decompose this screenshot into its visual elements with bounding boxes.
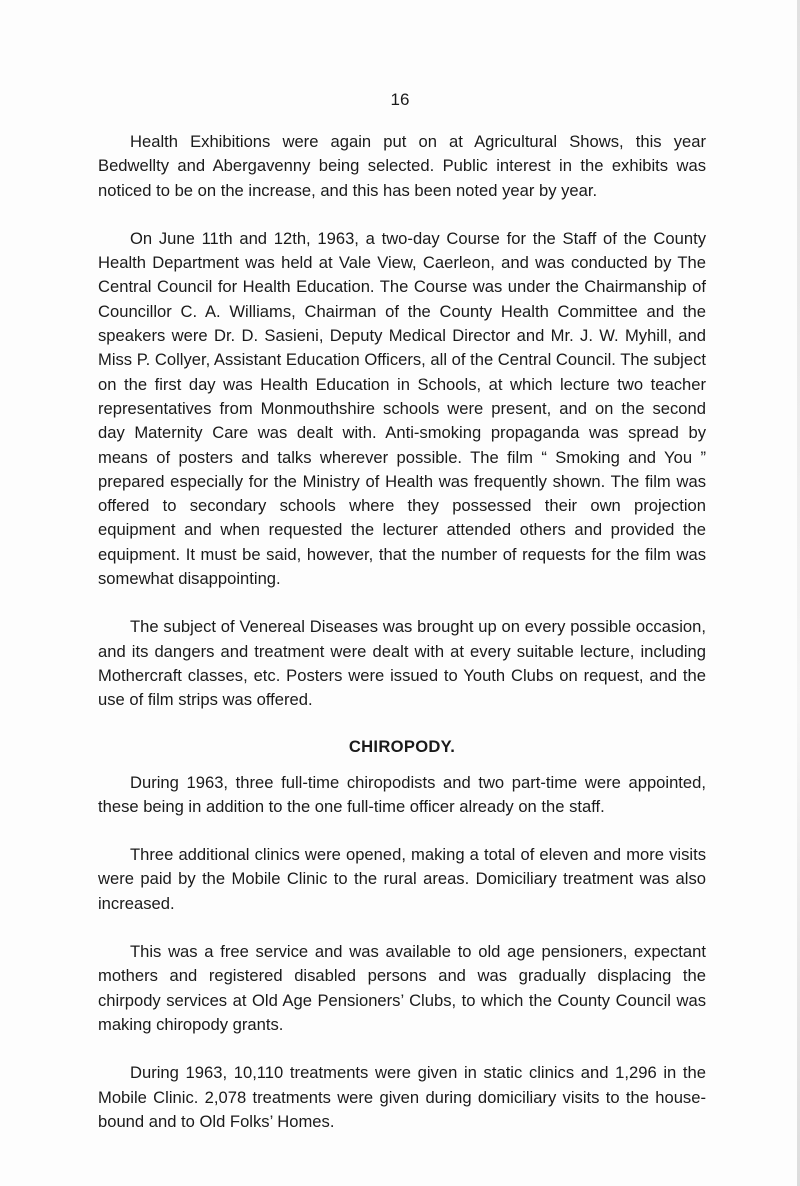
page-number: 16 bbox=[390, 90, 410, 109]
section-heading-chiropody: CHIROPODY. bbox=[348, 736, 456, 756]
paragraph-chiropodists-appointed: During 1963, three full-time chiropodists and two part-time were appointed, these being in addition to the one full-time officer already on the staff. bbox=[98, 772, 706, 816]
paragraph-health-exhibitions: Health Exhibitions were again put on at Agricultural Shows, this year Bedwellty and Abergavenny being selected. Public interest in the exhibits was noticed to be on the increase, and this has been noted year by year. bbox=[98, 132, 706, 200]
paragraph-additional-clinics: Three additional clinics were opened, making a total of eleven and more visits were paid by the Mobile Clinic to the rural areas. Domiciliary treatment was also increased. bbox=[98, 845, 706, 913]
page-body bbox=[98, 130, 706, 1158]
paragraph-venereal-diseases: The subject of Venereal Diseases was brought up on every possible occasion, and its dangers and treatment were dealt with at every suitable lecture, including Mothercraft classes, etc. Posters were issued to Youth Clubs on request, and the use of film strips was offered. bbox=[98, 617, 706, 710]
paragraph-treatment-counts: During 1963, 10,110 treatments were given in static clinics and 1,296 in the Mobile Clinic. 2,078 treatments were given during domiciliary visits to the house-bound and to Old Folks’ Homes. bbox=[98, 1063, 706, 1131]
paragraph-free-service: This was a free service and was available to old age pensioners, expectant mothers and registered disabled persons and was gradually displacing the chirpody services at Old Age Pensioners’ Clubs, to which the County Council was making chiropody grants. bbox=[98, 942, 706, 1034]
paragraph-staff-course: On June 11th and 12th, 1963, a two-day Course for the Staff of the County Health Department was held at Vale View, Caerleon, and was conducted by The Central Council for Health Education. The Course was under the Chairmanship of Councillor C. A. Williams, Chairman of the County Health Committee and the speakers were Dr. D. Sasieni, Deputy Medical Director and Mr. J. W. Myhill, and Miss P. Collyer, Assistant Education Officers, all of the Central Council. The subject on the first day was Health Education in Schools, at which lecture two teacher representatives from Monmouthshire schools were present, and on the second day Maternity Care was dealt with. Anti-smoking propaganda was spread by means of posters and talks wherever possible. The film “ Smoking and You ” prepared especially for the Ministry of Health was frequently shown. The film was offered to secondary schools where they possessed their own projection equipment and when requested the lecturer attended others and provided the equipment. It must be said, however, that the number of requests for the film was somewhat disappointing. bbox=[98, 228, 706, 589]
